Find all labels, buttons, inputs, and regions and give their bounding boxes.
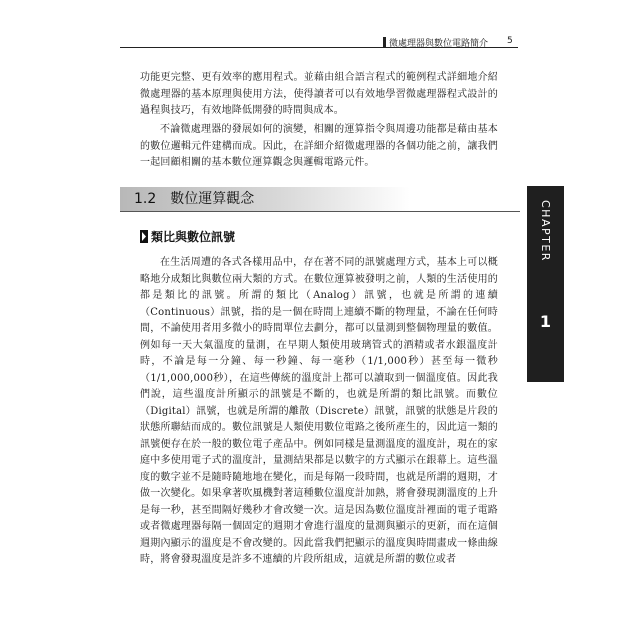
subsection-title: 類比與數位訊號 [151, 230, 236, 244]
section-heading [120, 187, 410, 211]
header-bar-icon [383, 37, 386, 47]
section-rule [120, 211, 520, 212]
subsection-heading [140, 228, 235, 245]
subsection-marker-icon [140, 230, 148, 243]
chapter-tab-number: 1 [539, 312, 552, 331]
paragraph-body: 在生活周遭的各式各樣用品中，存在著不同的訊號處理方式，基本上可以概略地分成類比與數位兩大類的方式。在數位運算被發明之前，人類的生活使用的都是類比的訊號。所謂的類比（Analog）訊號，也就是所謂的連續（Continuous）訊號，指的是一個在時間上連續不斷的物理量，不論在任何時間，不論使用者用多微小的時間單位去劃分，都可以量測到整個物理量的數值。例如每一天大氣溫度的量測，在早期人類使用玻璃管式的酒精或者水銀溫度計時，不論是每一分鐘、每一秒鐘、每一毫秒（1/1,000秒）甚至每一微秒（1/1,000,000秒），在這些傳統的溫度計上都可以讀取到一個溫度值。因此我們說，這些溫度計所顯示的訊號是不斷的，也就是所謂的類比訊號。而數位（Digital）訊號，也就是所謂的離散（Discrete）訊號，訊號的狀態是片段的狀態所聯結而成的。數位訊號是人類使用數位電路之後所產生的，因此這一類的訊號便存在於一般的數位電子產品中。例如同樣是量測溫度的溫度計，現在的家庭中多使用電子式的溫度計，量測結果都是以數字的方式顯示在銀幕上。這些溫度的數字並不是隨時隨地地在變化，而是每隔一段時間，也就是所謂的週期，才做一次變化。如果拿著吹風機對著這種數位溫度計加熱，將會發現測溫度的上升是每一秒，甚至間隔好幾秒才會改變一次。這是因為數位溫度計裡面的電子電路或者微處理器每隔一個固定的週期才會進行溫度的量測與顯示的更新，而在這個週期內顯示的溫度是不會改變的。因此當我們把顯示的溫度與時間畫成一條曲線時，將會發現溫度是許多不連續的片段所組成，這就是所謂的數位或者 [140, 257, 498, 565]
section-title: 數位運算觀念 [170, 191, 255, 207]
chapter-tab-label: CHAPTER [539, 200, 552, 262]
page-number: 5 [507, 36, 513, 46]
paragraph-intro-1: 功能更完整、更有效率的應用程式。並藉由組合語言程式的範例程式詳細地介紹微處理器的基本原理與使用方法，使得讀者可以有效地學習微處理器程式設計的過程與技巧，有效地降低開發的時間與成本。 [140, 72, 498, 116]
running-title: 微處理器與數位電路簡介 [389, 39, 489, 49]
running-header [383, 36, 488, 49]
section-number: 1.2 [134, 191, 157, 207]
paragraph-intro-2: 不論微處理器的發展如何的演變，相關的運算指令與周邊功能都是藉由基本的數位邏輯元件建構而成。因此，在詳細介紹微處理器的各個功能之前，讓我們一起回顧相關的基本數位運算觀念與邏輯電路元件。 [140, 124, 498, 168]
